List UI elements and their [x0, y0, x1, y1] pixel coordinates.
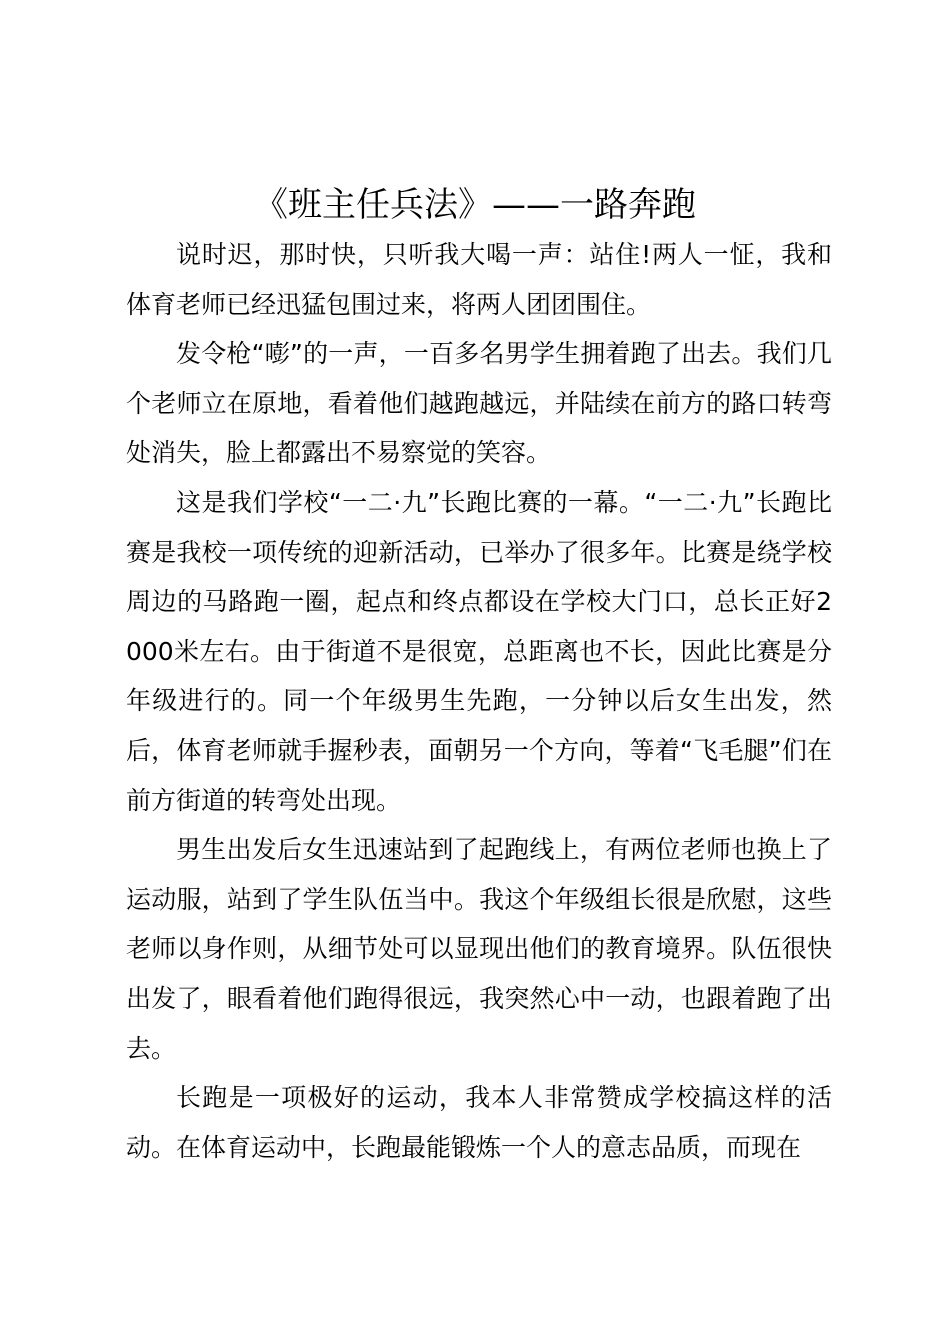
paragraph-2: 发令枪“嘭”的一声，一百多名男学生拥着跑了出去。我们几个老师立在原地，看着他们越跑越远，并陆续在前方的路口转弯处消失，脸上都露出不易察觉的笑容。 — [126, 339, 832, 468]
document-title: 《班主任兵法》——一路奔跑 — [254, 185, 696, 225]
document-body — [126, 230, 832, 1172]
paragraph-4: 男生出发后女生迅速站到了起跑线上，有两位老师也换上了运动服，站到了学生队伍当中。我这个年级组长很是欣慰，这些老师以身作则，从细节处可以显现出他们的教育境界。队伍很快出发了，眼看着他们跑得很远，我突然心中一动，也跟着跑了出去。 — [126, 835, 832, 1063]
paragraph-1: 说时迟，那时快，只听我大喝一声：站住!两人一怔，我和体育老师已经迅猛包围过来，将两人团团围住。 — [126, 240, 832, 319]
paragraph-5: 长跑是一项极好的运动，我本人非常赞成学校搞这样的活动。在体育运动中，长跑最能锻炼一个人的意志品质，而现在 — [126, 1083, 832, 1162]
paragraph-3: 这是我们学校“一二·九”长跑比赛的一幕。“一二·九”长跑比赛是我校一项传统的迎新活动，已举办了很多年。比赛是绕学校周边的马路跑一圈，起点和终点都设在学校大门口，总长正好2000米左右。由于街道不是很宽，总距离也不长，因此比赛是分年级进行的。同一个年级男生先跑，一分钟以后女生出发，然后，体育老师就手握秒表，面朝另一个方向，等着“飞毛腿”们在前方街道的转弯处出现。 — [126, 487, 832, 815]
